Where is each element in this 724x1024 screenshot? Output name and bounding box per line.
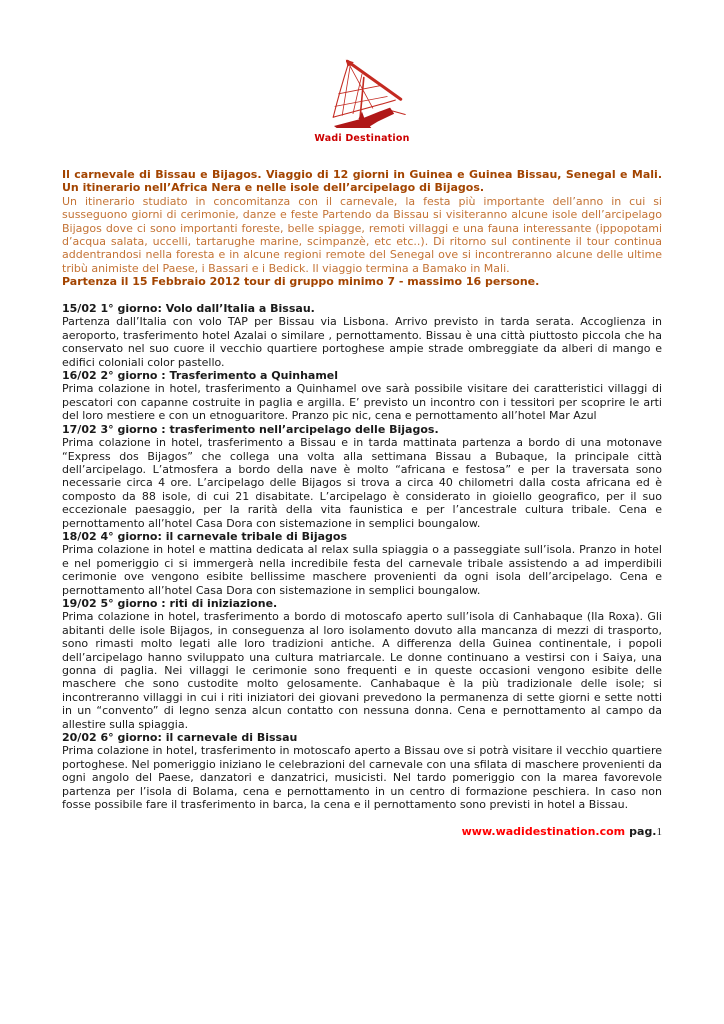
footer-url-link[interactable]: www.wadidestination.com: [461, 825, 626, 839]
day-heading: 15/02 1° giorno: Volo dall’Italia a Bissau.: [62, 302, 315, 316]
departure-line: Partenza il 15 Febbraio 2012 tour di gruppo minimo 7 - massimo 16 persone.: [62, 275, 540, 289]
sailboat-logo-icon: [303, 56, 421, 128]
logo: [62, 56, 662, 144]
day-heading: 18/02 4° giorno: il carnevale tribale di Bijagos: [62, 529, 347, 543]
day-body: Partenza dall’Italia con volo TAP per Bissau via Lisbona. Arrivo previsto in tarda serata. Accoglienza in aeroporto, trasferimento hotel Azalai o similare , pernottamento. Bissau è una città piuttosto piccola che ha conservato nel suo cuore il vecchio quartiere portoghese ampie strade ombreggiate da alberi di mango e edifici coloniali color pastello.: [62, 315, 662, 369]
day-section: [62, 597, 662, 731]
page-footer: [62, 825, 662, 839]
intro-paragraph: Un itinerario studiato in concomitanza con il carnevale, la festa più importante dell’anno in cui si susseguono giorni di cerimonie, danze e feste Partendo da Bissau si visiteranno alcune isole dell’arcipelago Bijagos dove ci sono importanti foreste, belle spiagge, remoti villaggi e una fauna interessante (ippopotami d’acqua salata, uccelli, tartarughe marine, scimpanzè, etc etc..). Di ritorno sul continente il tour continua addentrandosi nella foresta e in alcune regioni remote del Senegal ove si incontreranno alcune delle ultime tribù animiste del Paese, i Bassari e i Bedick. Il viaggio termina a Bamako in Mali.: [62, 194, 662, 275]
day-section: [62, 302, 662, 369]
day-body: Prima colazione in hotel, trasferimento in motoscafo aperto a Bissau ove si potrà visitare il vecchio quartiere portoghese. Nel pomeriggio iniziano le celebrazioni del carnevale con una sfilata di maschere provenienti da ogni angolo del Paese, danzatori e danzatrici, musicisti. Nel tardo pomeriggio con la marea favorevole partenza per l’isola di Bolama, cena e pernottamento in un centro di formazione peschiera. In caso non fosse possibile fare il trasferimento in barca, la cena e il pernottamento sono previsti in hotel a Bissau.: [62, 744, 662, 812]
footer-page-number: 1: [656, 826, 662, 839]
day-heading: 17/02 3° giorno : trasferimento nell’arcipelago delle Bijagos.: [62, 422, 439, 436]
brand-name: Wadi Destination: [314, 133, 410, 144]
day-body: Prima colazione in hotel e mattina dedicata al relax sulla spiaggia o a passeggiate sull’isola. Pranzo in hotel e nel pomeriggio ci si immergerà nella incredibile festa del carnevale tribale assistendo a ad imperdibili cerimonie ove vengono esibite bellissime maschere provenienti da ogni isola dell’arcipelago. Cena e pernottamento all’hotel Casa Dora con sistemazione in semplici boungalow.: [62, 543, 662, 597]
day-section: [62, 731, 662, 811]
day-body: Prima colazione in hotel, trasferimento a Quinhamel ove sarà possibile visitare dei caratteristici villaggi di pescatori con capanne costruite in paglia e argilla. E’ previsto un incontro con i tessitori per scoprire le arti del loro mestiere e con un etnoguaritore. Pranzo pic nic, cena e pernottamento all’hotel Mar Azul: [62, 382, 662, 423]
day-section: [62, 369, 662, 423]
day-section: [62, 423, 662, 530]
document-title: Il carnevale di Bissau e Bijagos. Viaggio di 12 giorni in Guinea e Guinea Bissau, Senegal e Mali. Un itinerario nell’Africa Nera e nelle isole dell’arcipelago di Bijagos.: [62, 168, 662, 195]
day-body: Prima colazione in hotel, trasferimento a Bissau e in tarda mattinata partenza a bordo di una motonave “Express dos Bijagos” che collega una volta alla settimana Bissau a Bubaque, la principale città dell’arcipelago. L’atmosfera a bordo della nave è molto “africana e festosa” e per la traversata sono necessarie circa 4 ore. L’arcipelago delle Bijagos si trova a circa 40 chilometri dalla costa africana ed è composto da 88 isole, di cui 21 disabitate. L’arcipelago è considerato in gioiello geografico, per il suo eccezionale paesaggio, per la rarità della vita faunistica e per l’ancestrale cultura tribale. Cena e pernottamento all’hotel Casa Dora con sistemazione in semplici boungalow.: [62, 436, 662, 530]
footer-page-label: pag.: [629, 825, 657, 839]
day-heading: 16/02 2° giorno : Trasferimento a Quinhamel: [62, 369, 339, 383]
day-body: Prima colazione in hotel, trasferimento a bordo di motoscafo aperto sull’isola di Canhabaque (Ila Roxa). Gli abitanti delle isole Bijagos, in conseguenza al loro isolamento dovuto alla mancanza di mezzi di trasporto, sono rimasti molto legati alle loro tradizioni antiche. A differenza della Guinea continentale, i popoli dell’arcipelago hanno sviluppato una cultura matriarcale. Le donne continuano a vestirsi con i Saiya, una gonna di paglia. Nei villaggi le cerimonie sono frequenti e in queste occasioni vengono esibite delle maschere che sono custodite molto gelosamente. Canhabaque è la più tradizionale delle isole; si incontreranno villaggi in cui i riti iniziatori dei giovani prevedono la permanenza di sette giorni e sette notti in un “convento” di legno senza alcun contatto con nessuna donna. Cena e pernottamento al campo da allestire sulla spiaggia.: [62, 610, 662, 731]
day-heading: 19/02 5° giorno : riti di iniziazione.: [62, 596, 278, 610]
day-section: [62, 530, 662, 597]
day-heading: 20/02 6° giorno: il carnevale di Bissau: [62, 731, 298, 745]
